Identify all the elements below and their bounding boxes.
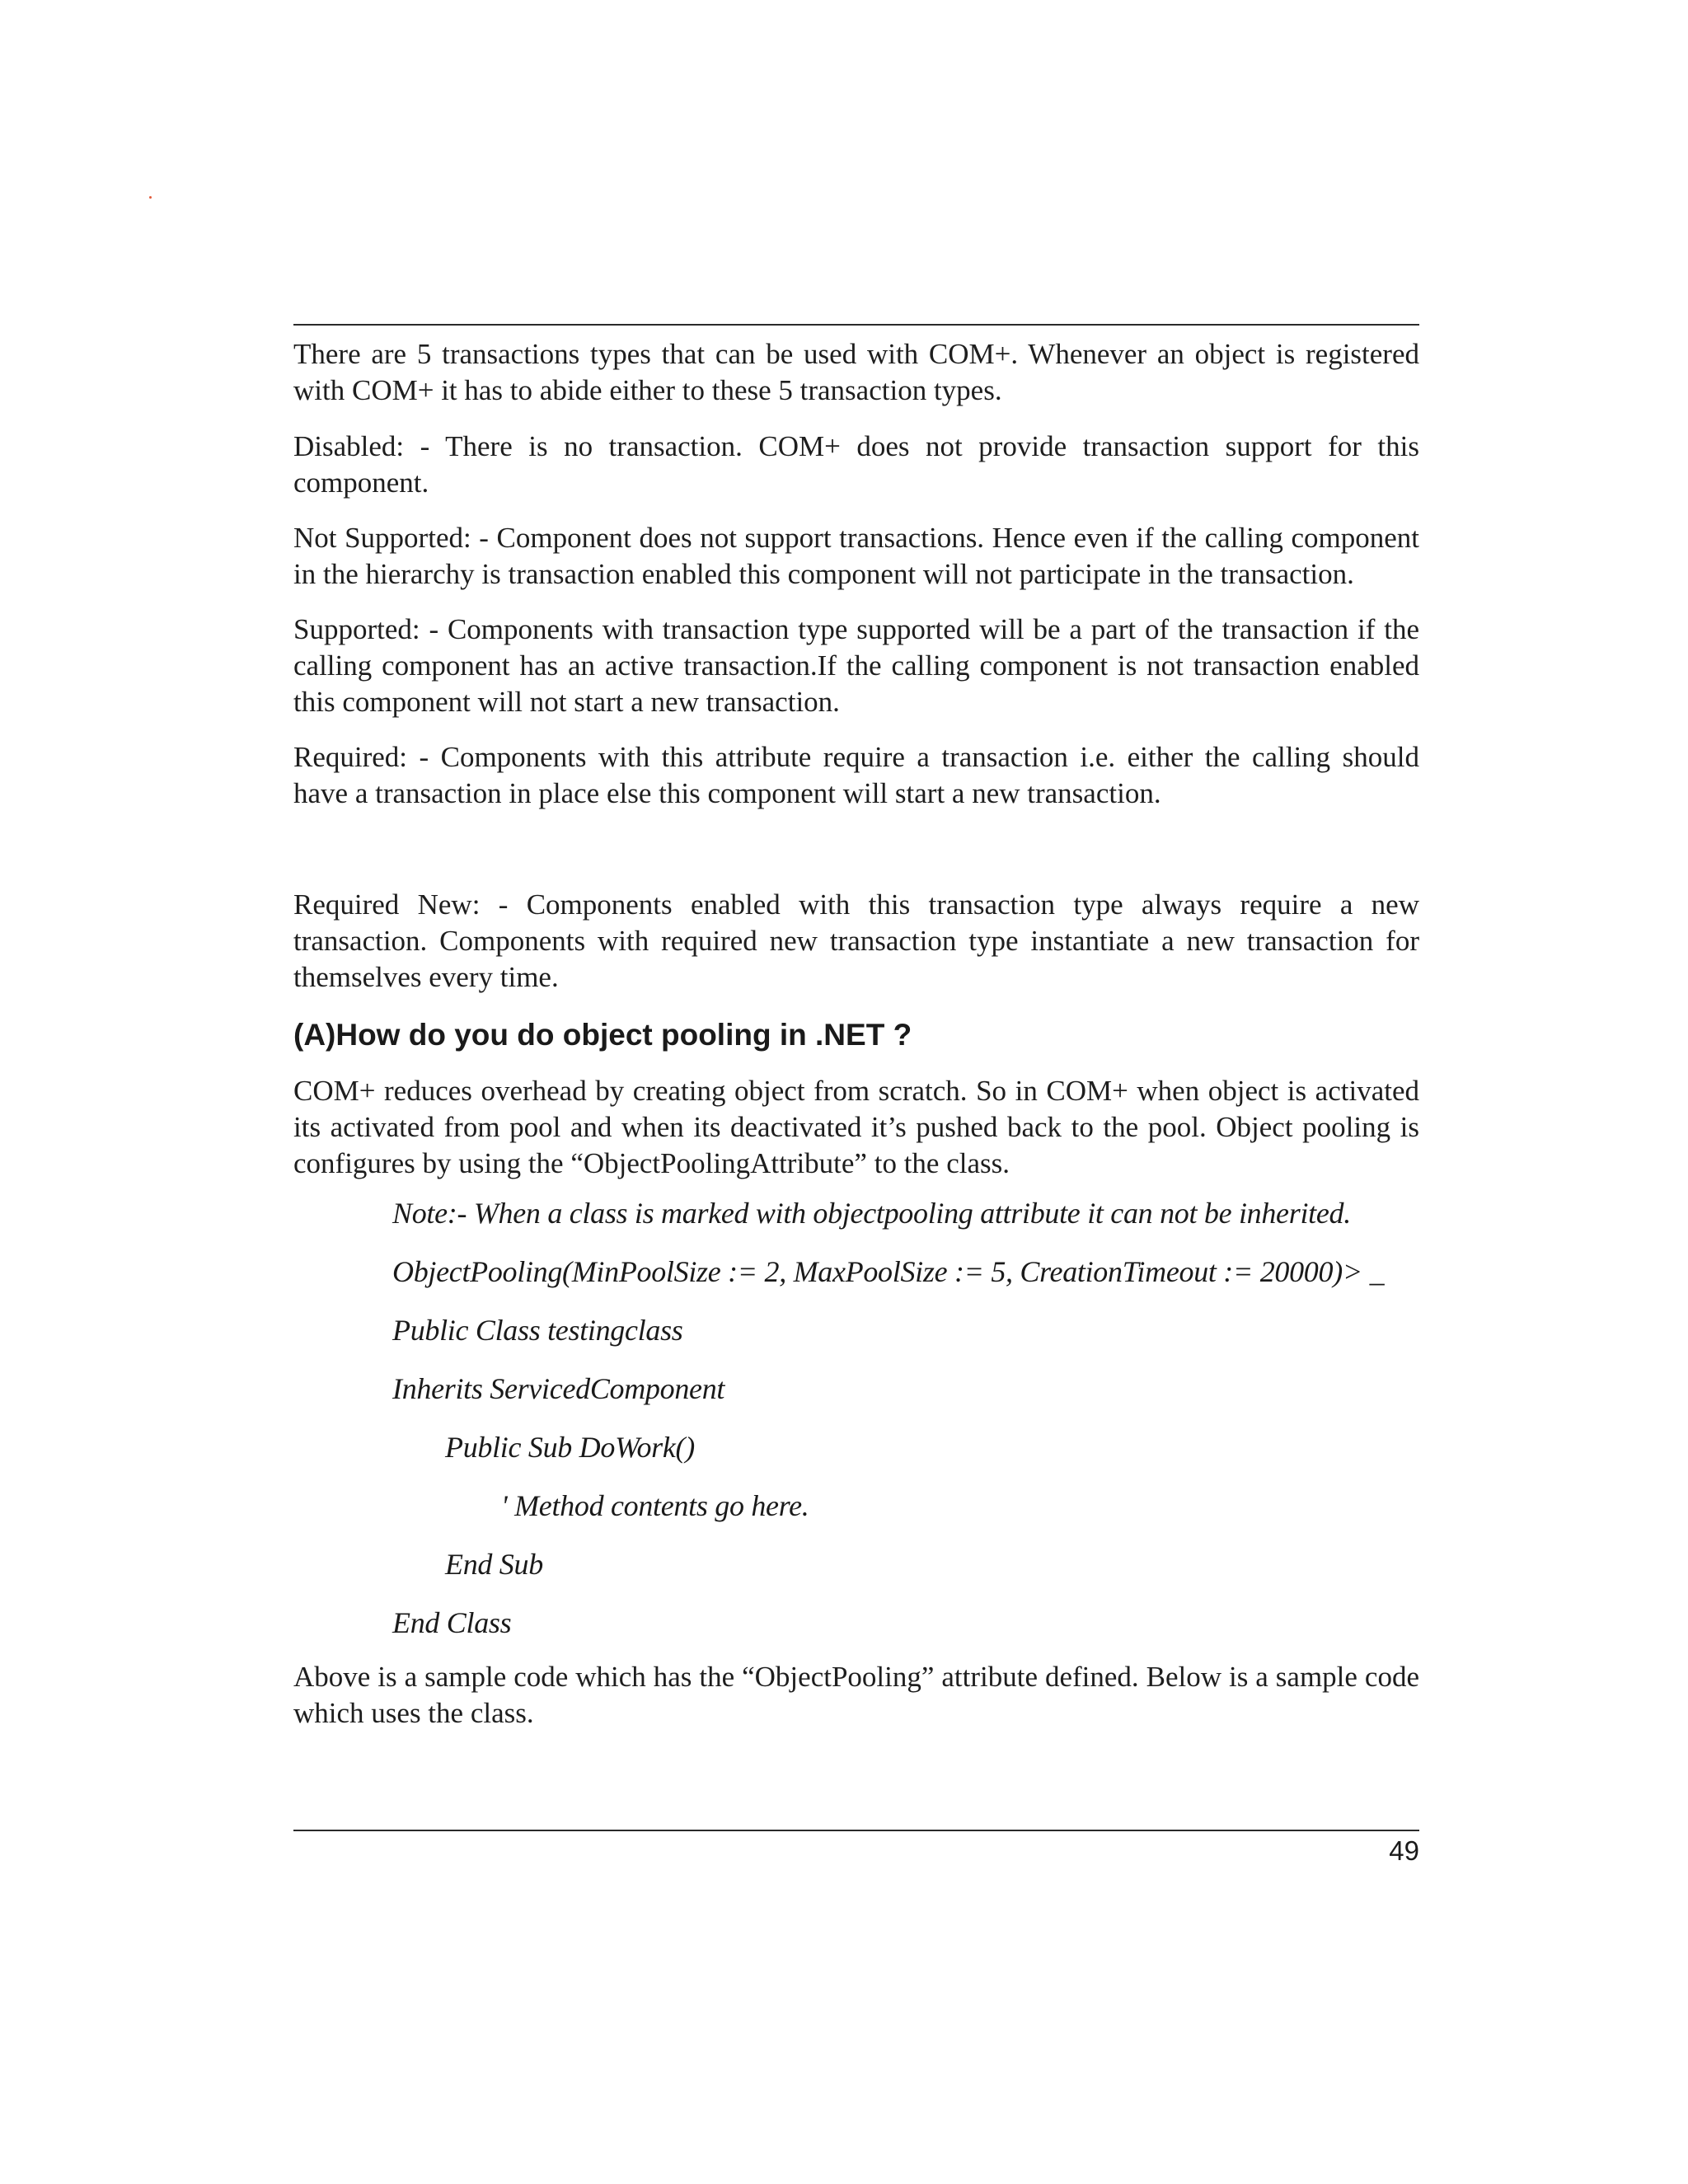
code-sample bbox=[293, 1195, 1419, 1641]
paragraph-disabled: Disabled: - There is no transaction. COM+ does not provide transaction support for this component. bbox=[293, 430, 1419, 499]
code-line-attribute: ObjectPooling(MinPoolSize := 2, MaxPoolSize := 5, CreationTimeout := 20000)> _ bbox=[392, 1255, 1385, 1288]
code-line-comment: ' Method contents go here. bbox=[501, 1489, 809, 1522]
code-line-end-sub: End Sub bbox=[445, 1548, 543, 1581]
paragraph-supported: Supported: - Components with transaction type supported will be a part of the transaction if the calling component has an active transaction.If the calling component is not transaction enabled this component will not start a new transaction. bbox=[293, 613, 1419, 718]
paragraph-not-supported: Not Supported: - Component does not support transactions. Hence even if the calling component in the hierarchy is transaction enabled this component will not participate in the transaction. bbox=[293, 522, 1419, 590]
page-number: 49 bbox=[1389, 1835, 1419, 1866]
code-line-inherits: Inherits ServicedComponent bbox=[392, 1372, 725, 1405]
paragraph-object-pooling: COM+ reduces overhead by creating object from scratch. So in COM+ when object is activated its activated from pool and when its deactivated it’s pushed back to the pool. Object pooling is configures by using the “ObjectPoolingAttribute” to the class. bbox=[293, 1075, 1419, 1179]
page-body bbox=[293, 336, 1419, 1732]
header-rule bbox=[293, 324, 1419, 326]
code-line-end-class: End Class bbox=[392, 1606, 512, 1639]
paragraph-intro-transactions: There are 5 transactions types that can be used with COM+. Whenever an object is registered with COM+ it has to abide either to these 5 transaction types. bbox=[293, 338, 1419, 406]
code-line-class: Public Class testingclass bbox=[392, 1314, 683, 1347]
paragraph-required-new: Required New: - Components enabled with this transaction type always require a new transaction. Components with required new transaction type instantiate a new transaction for themselves every time. bbox=[293, 888, 1419, 993]
code-line-sub: Public Sub DoWork() bbox=[445, 1431, 695, 1464]
paragraph-required: Required: - Components with this attribute require a transaction i.e. either the calling should have a transaction in place else this component will start a new transaction. bbox=[293, 741, 1419, 809]
code-note-line: Note:- When a class is marked with objectpooling attribute it can not be inherited. bbox=[392, 1197, 1351, 1230]
paragraph-closing: Above is a sample code which has the “ObjectPooling” attribute defined. Below is a sample code which uses the class. bbox=[293, 1661, 1419, 1729]
footer-rule bbox=[293, 1830, 1419, 1831]
stray-mark bbox=[149, 196, 152, 199]
section-heading: (A)How do you do object pooling in .NET ? bbox=[293, 1018, 912, 1052]
